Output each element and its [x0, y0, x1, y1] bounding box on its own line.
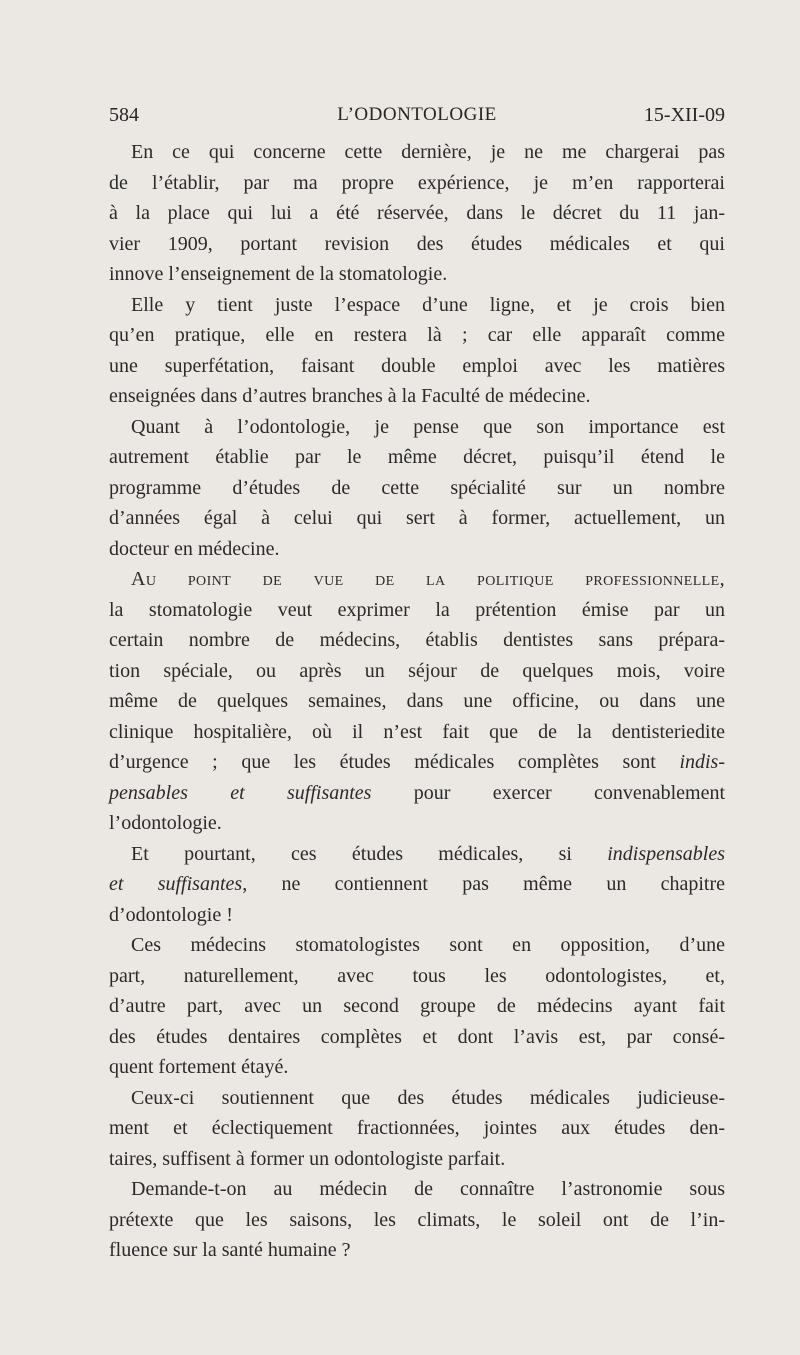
- text-line: prétexte que les saisons, les climats, le soleil ont de l’in-: [109, 1208, 725, 1231]
- page-number: 584: [109, 104, 139, 126]
- paragraph-4: [109, 564, 725, 839]
- text-line: à la place qui lui a été réservée, dans le décret du 11 jan-: [109, 202, 725, 224]
- issue-date: 15-XII-09: [643, 104, 725, 126]
- text-line: de l’établir, par ma propre expérience, je m’en rapporterai: [109, 171, 725, 194]
- text-run: Et pourtant, ces études médicales, si: [131, 842, 608, 865]
- text-line: la stomatologie veut exprimer la prétention émise par un: [109, 598, 725, 621]
- text-line: même de quelques semaines, dans une officine, ou dans une: [109, 690, 725, 712]
- italic-emphasis: et suffisantes: [109, 873, 243, 895]
- text-line: [109, 869, 725, 900]
- paragraph-8: [109, 1174, 725, 1266]
- italic-emphasis: indispensables: [607, 842, 725, 865]
- paragraph-3: [109, 412, 725, 565]
- text-line: certain nombre de médecins, établis dentistes sans prépara-: [109, 629, 725, 651]
- text-line: d’odontologie !: [109, 903, 233, 926]
- text-line: autrement établie par le même décret, puisqu’il étend le: [109, 446, 725, 468]
- text-line: Demande-t-on au médecin de connaître l’astronomie sous: [131, 1178, 725, 1200]
- italic-emphasis: pensables et suffisantes: [109, 781, 372, 804]
- text-line: Ceux-ci soutiennent que des études médicales judicieuse-: [131, 1086, 725, 1109]
- text-line: tion spéciale, ou après un séjour de quelques mois, voire: [109, 659, 725, 682]
- paragraph-1: [109, 137, 725, 290]
- text-line: l’odontologie.: [109, 812, 222, 834]
- text-run: d’urgence ; que les études médicales complètes sont: [109, 751, 680, 773]
- text-line: Elle y tient juste l’espace d’une ligne, et je crois bien: [131, 293, 725, 316]
- text-line: taires, suffisent à former un odontologiste parfait.: [109, 1147, 506, 1170]
- paragraph-6: [109, 930, 725, 1083]
- text-line: clinique hospitalière, où il n’est fait que de la dentisteriedite: [109, 720, 725, 743]
- running-title: L’ODONTOLOGIE: [337, 104, 497, 125]
- text-line: vier 1909, portant revision des études médicales et qui: [109, 232, 725, 255]
- text-line: d’années égal à celui qui sert à former, actuellement, un: [109, 507, 725, 529]
- text-line: [109, 839, 725, 870]
- paragraph-2: [109, 290, 725, 412]
- page-header: [109, 102, 725, 128]
- text-line: En ce qui concerne cette dernière, je ne me chargerai pas: [131, 141, 725, 163]
- text-line: Quant à l’odontologie, je pense que son importance est: [131, 415, 725, 438]
- italic-emphasis: indis-: [679, 751, 725, 773]
- text-line: [109, 747, 725, 778]
- text-line: ment et éclectiquement fractionnées, jointes aux études den-: [109, 1117, 725, 1139]
- text-line: d’autre part, avec un second groupe de médecins ayant fait: [109, 995, 725, 1017]
- paragraph-7: [109, 1083, 725, 1175]
- section-lead-smallcaps: Au point de vue de la politique professionnelle,: [131, 568, 725, 590]
- text-line: innove l’enseignement de la stomatologie.: [109, 263, 448, 285]
- body-text: [109, 137, 725, 1266]
- text-line: fluence sur la santé humaine ?: [109, 1239, 351, 1261]
- text-line: docteur en médecine.: [109, 537, 280, 560]
- text-line: Ces médecins stomatologistes sont en opposition, d’une: [131, 934, 725, 956]
- text-line: qu’en pratique, elle en restera là ; car elle apparaît comme: [109, 324, 725, 346]
- text-line: une superfétation, faisant double emploi avec les matières: [109, 354, 725, 377]
- text-run: , ne contiennent pas même un chapitre: [242, 873, 726, 895]
- text-line: quent fortement étayé.: [109, 1056, 289, 1078]
- text-line: part, naturellement, avec tous les odontologistes, et,: [109, 964, 725, 987]
- paragraph-5: [109, 839, 725, 931]
- text-line: programme d’études de cette spécialité sur un nombre: [109, 476, 725, 499]
- text-run: pour exercer convenablement: [371, 781, 726, 804]
- text-line: enseignées dans d’autres branches à la Faculté de médecine.: [109, 385, 591, 407]
- text-line: [109, 778, 725, 809]
- text-line: des études dentaires complètes et dont l’avis est, par consé-: [109, 1025, 725, 1048]
